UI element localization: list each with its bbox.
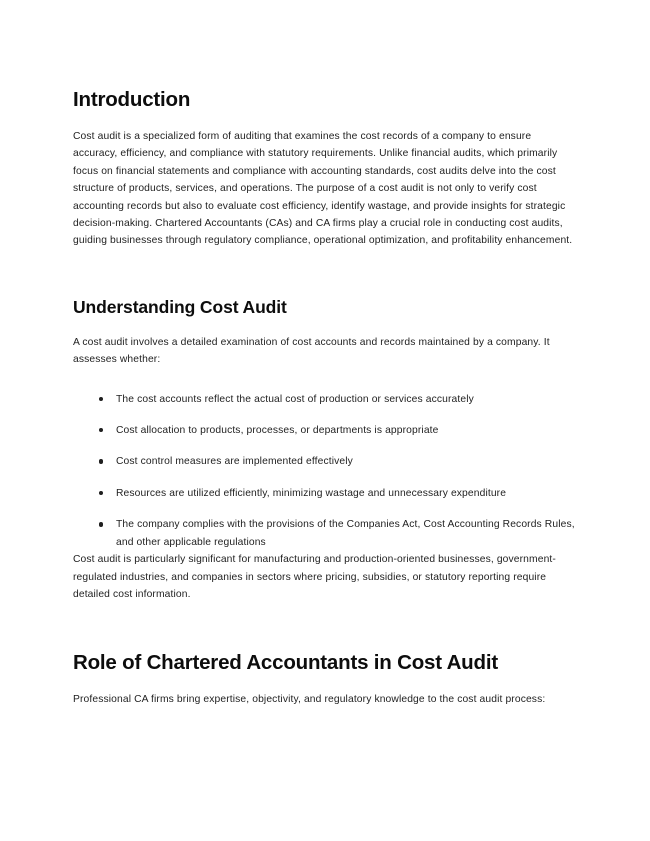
list-item-label: Resources are utilized efficiently, minimizing wastage and unnecessary expenditure <box>116 487 507 499</box>
bullet-icon <box>99 522 103 526</box>
bullet-icon <box>99 428 103 432</box>
heading-introduction: Introduction <box>73 88 191 111</box>
bullet-icon <box>99 491 103 495</box>
paragraph-introduction-body: Cost audit is a specialized form of auditing that examines the cost records of a company to ensure accuracy, efficiency, and compliance with statutory requirements. Unlike financial audits, which primarily focus on financial statements and compliance with accounting standards, cost audits delve into the cost structure of products, services, and operations. The purpose of a cost audit is not only to verify cost accounting records but also to evaluate cost efficiency, identify wastage, and provide insights for strategic decision-making. Chartered Accountants (CAs) and CA firms play a crucial role in conducting cost audits, guiding businesses through regulatory compliance, operational optimization, and profitability enhancement. <box>73 131 573 247</box>
section-role-of-chartered-accountants <box>73 651 578 708</box>
list-item <box>73 485 578 502</box>
list-item <box>73 516 578 551</box>
list-item-label: The company complies with the provisions of the Companies Act, Cost Accounting Records Rules, and other applicable regulations <box>116 519 575 548</box>
list-item <box>73 391 578 408</box>
list-item <box>73 453 578 470</box>
bullet-icon <box>99 397 103 401</box>
section-introduction <box>73 88 578 250</box>
list-item <box>73 422 578 439</box>
section-understanding-cost-audit <box>73 296 578 603</box>
list-item-label: Cost allocation to products, processes, or departments is appropriate <box>116 425 439 437</box>
list-cost-audit-assessments <box>73 391 578 551</box>
heading-understanding-cost-audit: Understanding Cost Audit <box>73 296 287 317</box>
document-content <box>73 88 578 709</box>
bullet-icon <box>99 459 103 463</box>
list-item-label: The cost accounts reflect the actual cost of production or services accurately <box>116 393 474 405</box>
paragraph-understanding-closing: Cost audit is particularly significant for manufacturing and production-oriented businesses, government-regulated industries, and companies in sectors where pricing, subsidies, or statutory reporting require detailed cost information. <box>73 554 556 600</box>
list-item-label: Cost control measures are implemented effectively <box>116 456 353 468</box>
paragraph-role-intro: Professional CA firms bring expertise, objectivity, and regulatory knowledge to the cost audit process: <box>73 694 546 706</box>
paragraph-understanding-intro: A cost audit involves a detailed examination of cost accounts and records maintained by a company. It assesses whether: <box>73 336 550 366</box>
heading-role-of-chartered-accountants: Role of Chartered Accountants in Cost Audit <box>73 651 498 675</box>
